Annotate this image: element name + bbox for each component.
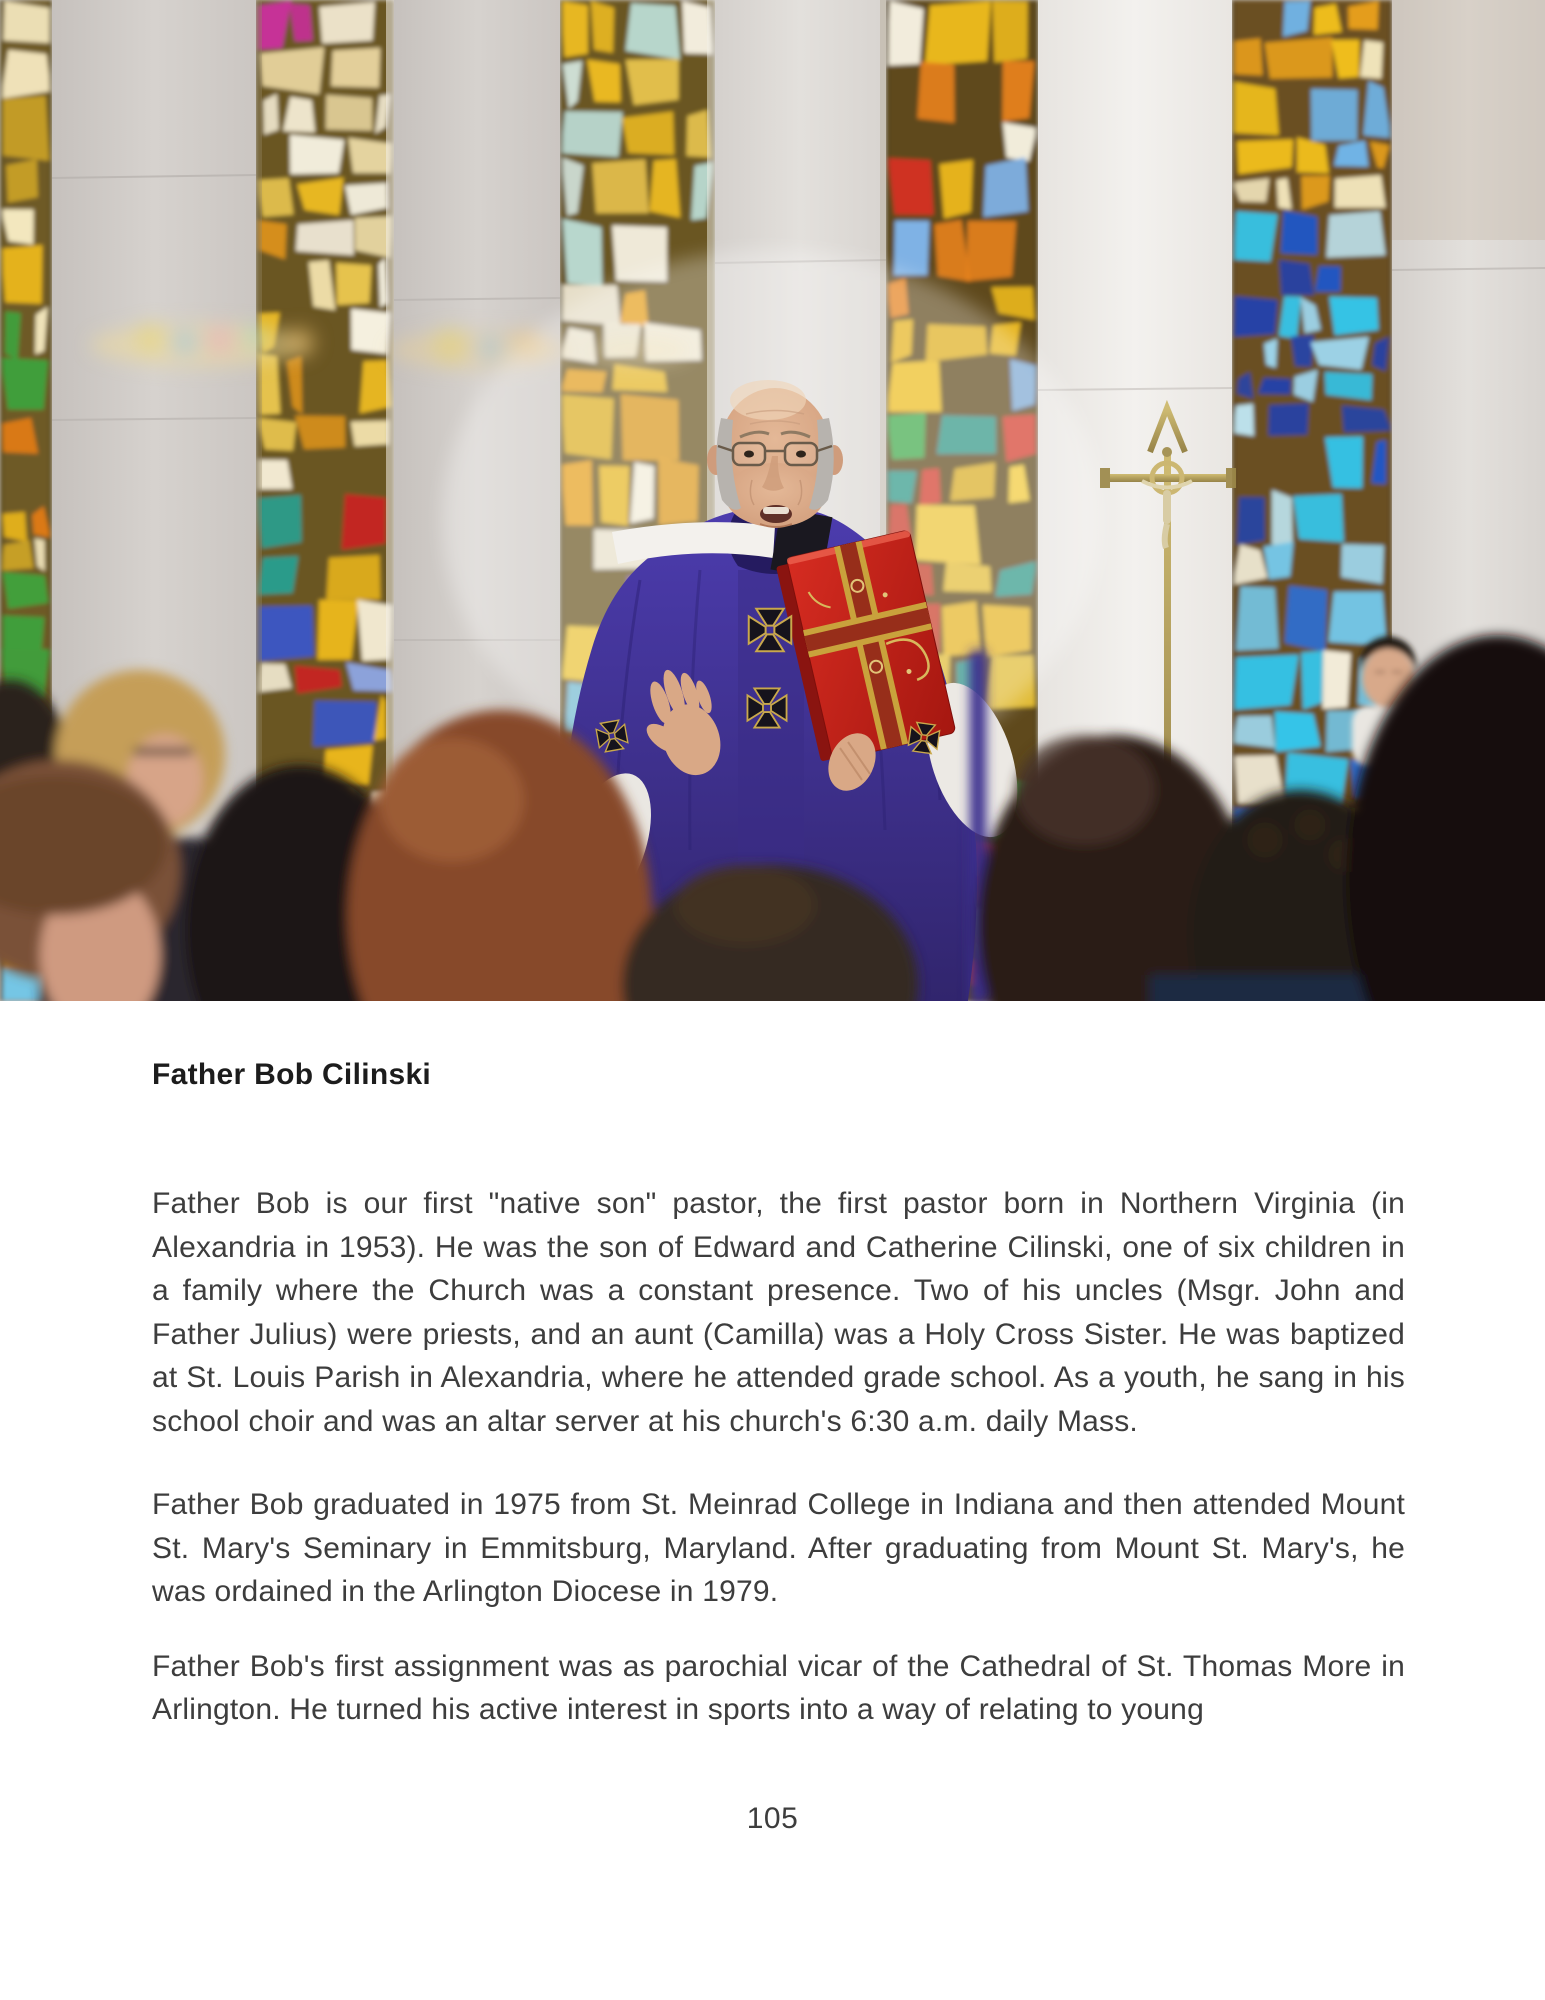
body-paragraph-2: Father Bob graduated in 1975 from St. Meinrad College in Indiana and then attended Mount St. Mary's Seminary in Emmitsburg, Maryland. After graduating from Mount St. Mary's, he was ordained in the Arlington Diocese in 1979. [152,1488,1405,1608]
body-paragraph-3: Father Bob's first assignment was as parochial vicar of the Cathedral of St. Thomas More in Arlington. He turned his active interest in sports into a way of relating to young [152,1649,1405,1726]
page-number: 105 [746,1801,799,1835]
body-paragraph-1: Father Bob is our first "native son" pastor, the first pastor born in Northern Virginia (in Alexandria in 1953). He was the son of Edward and Catherine Cilinski, one of six children in a family where the Church was a constant presence. Two of his uncles (Msgr. John and Father Julius) were priests, and an aunt (Camilla) was a Holy Cross Sister. He was baptized at St. Louis Parish in Alexandria, where he attended grade school. As a youth, he sang in his school choir and was an altar server at his church's 6:30 a.m. daily Mass. [152,1187,1405,1438]
page-title: Father Bob Cilinski [152,1058,432,1091]
page-text [0,1053,1545,1732]
